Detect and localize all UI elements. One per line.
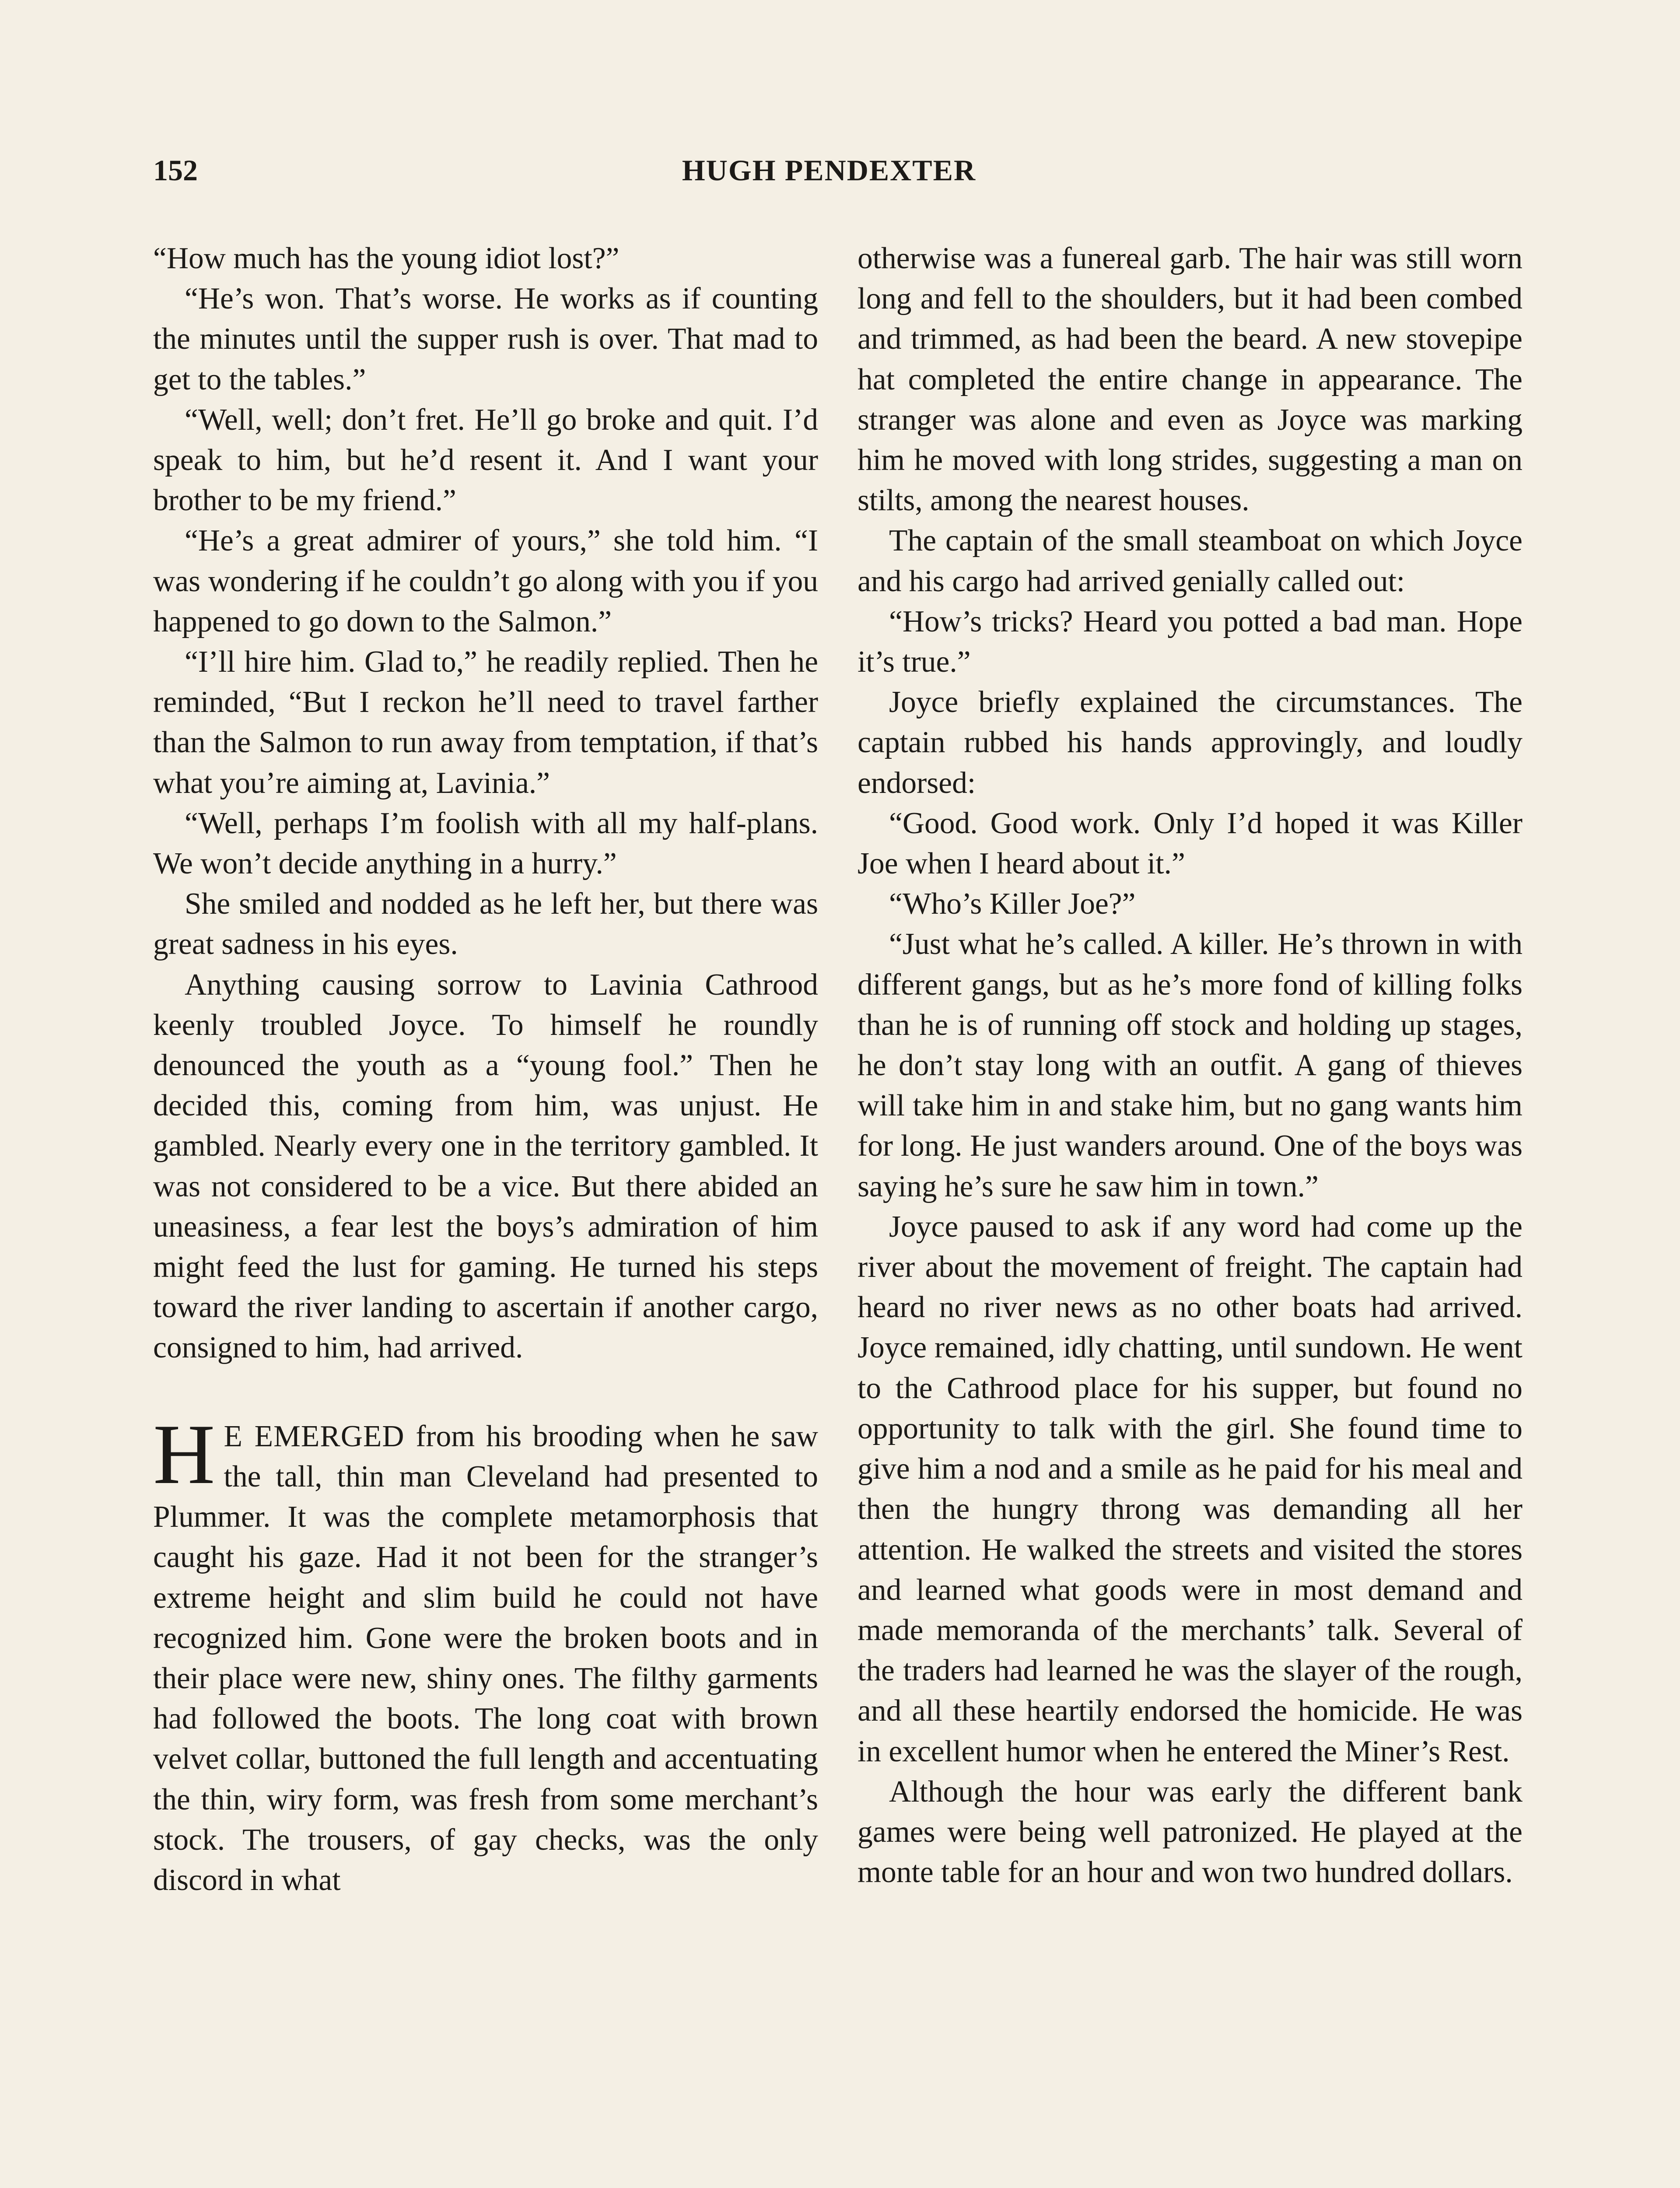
paragraph: “Just what he’s called. A killer. He’s thrown in with different gangs, but as he’s more fond of killing folks than he is of running off stock and holding up stages, he don’t stay long with an outfit. A gang of thieves will take him in and stake him, but no gang wants him for long. He just wanders around. One of the boys was saying he’s sure he saw him in town.”: [858, 927, 1522, 1203]
paragraph: “Good. Good work. Only I’d hoped it was Killer Joe when I heard about it.”: [858, 806, 1522, 881]
paragraph: “He’s won. That’s worse. He works as if counting the minutes until the supper rush is over. That mad to get to the tables.”: [153, 282, 818, 396]
page-number: 152: [153, 154, 198, 187]
paragraph: Although the hour was early the different bank games were being well patronized. He played at the monte table for an hour and won two hundred dollars.: [858, 1774, 1522, 1890]
paragraph: “Who’s Killer Joe?”: [889, 887, 1136, 921]
paragraph: “Well, perhaps I’m foolish with all my half-plans. We won’t decide anything in a hurry.”: [153, 806, 818, 881]
left-column: [153, 238, 818, 1900]
running-head: HUGH PENDEXTER: [682, 154, 976, 187]
section-text: from his brooding when he saw the tall, thin man Cleveland had presented to Plummer. It was the complete metamorphosis that caught his gaze. Had it not been for the stranger’s extreme height and slim build he could not have recognized him. Gone were the broken boots and in their place were new, shiny ones. The filthy garments had followed the boots. The long coat with brown velvet collar, buttoned the full length and accentuating the thin, wiry form, was fresh from some merchant’s stock. The trousers, of gay checks, was the only discord in what: [153, 1419, 818, 1897]
drop-cap: H: [153, 1406, 215, 1502]
paragraph: “How much has the young idiot lost?”: [153, 242, 620, 275]
section-opening-paragraph: [153, 1406, 818, 1900]
paragraph: otherwise was a funereal garb. The hair was still worn long and fell to the shoulders, but it had been combed and trimmed, as had been the beard. A new stovepipe hat completed the entire change in appearance. The stranger was alone and even as Joyce was marking him he moved with long strides, suggesting a man on stilts, among the nearest houses.: [858, 242, 1522, 518]
paragraph: Joyce paused to ask if any word had come up the river about the movement of freight. The captain had heard no river news as no other boats had arrived. Joyce remained, idly chatting, until sundown. He went to the Cathrood place for his supper, but found no opportunity to talk with the girl. She found time to give him a nod and a smile as he paid for his meal and then the hungry throng was demanding all her attention. He walked the streets and visited the stores and learned what goods were in most demand and made memoranda of the merchants’ talk. Several of the traders had learned he was the slayer of the rough, and all these heartily endorsed the homicide. He was in excellent humor when he entered the Miner’s Rest.: [858, 1210, 1522, 1768]
lead-in-caps: E EMERGED: [224, 1419, 405, 1453]
paragraph: “I’ll hire him. Glad to,” he readily replied. Then he reminded, “But I reckon he’ll need to travel farther than the Salmon to run away from temptation, if that’s what you’re aiming at, Lavinia.”: [153, 645, 818, 800]
paragraph: “Well, well; don’t fret. He’ll go broke and quit. I’d speak to him, but he’d resent it. And I want your brother to be my friend.”: [153, 403, 818, 518]
section-break: [153, 1368, 818, 1417]
paragraph: Joyce briefly explained the circumstances. The captain rubbed his hands approvingly, and loudly endorsed:: [858, 685, 1522, 800]
paragraph: Anything causing sorrow to Lavinia Cathrood keenly troubled Joyce. To himself he roundly denounced the youth as a “young fool.” Then he decided this, coming from him, was unjust. He gambled. Nearly every one in the territory gambled. It was not considered to be a vice. But there abided an uneasiness, a fear lest the boys’s admiration of him might feed the lust for gaming. He turned his steps toward the river landing to ascertain if another cargo, consigned to him, had arrived.: [153, 968, 818, 1365]
paragraph: She smiled and nodded as he left her, but there was great sadness in his eyes.: [153, 887, 818, 961]
paragraph: “He’s a great admirer of yours,” she told him. “I was wondering if he couldn’t go along with you if you happened to go down to the Salmon.”: [153, 524, 818, 638]
right-column: [858, 238, 1522, 1893]
paragraph: “How’s tricks? Heard you potted a bad man. Hope it’s true.”: [858, 604, 1522, 679]
paragraph: The captain of the small steamboat on which Joyce and his cargo had arrived genially called out:: [858, 524, 1522, 598]
page-header: [153, 153, 1505, 206]
